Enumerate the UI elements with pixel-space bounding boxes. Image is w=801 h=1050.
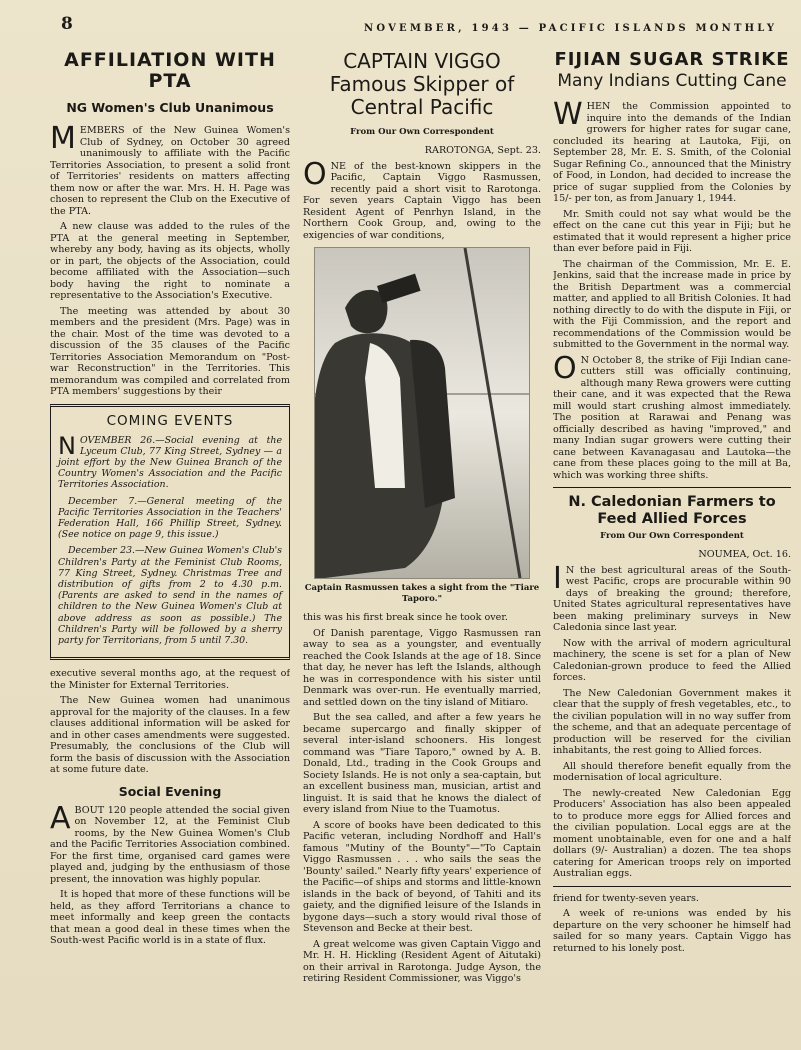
paragraph: The New Caledonian Government makes it clear that the supply of fresh vegetables, etc., to the civilian population will in no way suffer from the scheme, and that an adequate percentage of production will be reserved for the civilian inhabitants, the rest going to Allied forces. [553,687,791,756]
headline-n-caledonian-farmers: N. Caledonian Farmers to Feed Allied Forces [568,494,776,527]
paragraph [553,560,791,634]
paragraph: But the sea called, and after a few years he became supercargo and finally skipper of several inter-island schooners. His longest command was "Tiare Taporo," owned by A. B. Donald, Ltd., trading in the Cook Groups and Society Islands. He is not only a sea-captain, but an excellent business man, musician, artist and linguist. It is said that he knows the dialect of every island from Niue to the Tuamotus. [303,712,541,815]
paragraph: The chairman of the Commission, Mr. E. E. Jenkins, said that the increase made in price by the British Department was a commercial matter, and applied to all British Colonies. It had nothing directly to do with the dispute in Fiji, or with the Fiji Commission, and the report and recommendations of the Commission would be submitted to the Government in the normal way. [553,258,791,350]
paragraph [50,121,290,217]
paragraph-text: the Commission appointed to inquire into the demands of the Indian growers for higher rates for sugar cane, concluded its hearing at Lautoka, Fiji, on September 28, Mr. E. S. Smith, of the Colonial Sugar Refining Co., announced that the Ministry of Food, in London, had decided to increase the price of sugar supplied from the Colonies by 15/- per ton, as from January 1, 1944. [553,101,791,204]
paragraph [553,350,791,482]
running-head: NOVEMBER, 1943 — PACIFIC ISLANDS MONTHLY [364,23,778,34]
paragraph-text: 120 people attended the social given on November 12, at the Feminist Club rooms, by the New Guinea Women's Club and the Pacific Territories Association combined. For the first time, organised card games were played and, judging by the enthusiasm of those present, the innovation was highly popular. [50,804,290,885]
lead-word: N [580,354,590,366]
paragraph [303,156,541,242]
paragraph: The New Guinea women had unanimous approval for the majority of the clauses. In a few clauses additional information will be asked for and in other cases amendments were suggested. Presumably, the conclusions of the Club will form the basis of discussion with the Association at some future date. [50,695,290,776]
article-fijian-sugar-body [553,97,791,481]
article-viggo-continued [303,612,541,985]
drop-cap: O [553,350,577,386]
paragraph-text: the best agricultural areas of the South-west Pacific, crops are procurable within 90 days of breaking the ground; therefore, United States agricultural representatives have been making preliminary surveys in New Caledonia since last year. [553,564,791,633]
drop-cap: A [50,800,71,836]
paragraph: Now with the arrival of modern agricultural machinery, the scene is set for a plan of New Caledonian-grown produce to feed the Allied forces. [553,637,791,683]
paragraph [50,800,290,886]
article-viggo-body [303,145,541,241]
lead-word: BOUT [74,804,105,816]
drop-cap: I [553,560,562,596]
paragraph: A score of books have been dedicated to this Pacific veteran, including Nordhoff and Hall's famous "Mutiny of the Bounty"—"To Captain Viggo Rasmussen . . . who sails the seas the 'Bounty' sailed." Nearly fifty years' experience of the Pacific—of ships and storms and little-known islands in the back of beyond, of Tahiti and its gaiety, and the dignified leisure of the Islands in bygone days—such a story would rival those of Stevenson and Becke at their best. [303,819,541,934]
headline-affiliation: AFFILIATION WITH PTA [64,50,276,92]
correspondent-line: From Our Own Correspondent [600,531,744,541]
paragraph: A week of re-unions was ended by his departure on the very schooner he himself had sailed for so many years. Captain Viggo has returned to his lonely post. [553,908,791,954]
lead-word: N [565,564,575,576]
headline-fijian-sugar-strike: FIJIAN SUGAR STRIKE [554,50,790,70]
subhead-many-indians: Many Indians Cutting Cane [557,71,787,91]
paragraph: All should therefore benefit equally from the modernisation of local agriculture. [553,760,791,783]
paragraph-text: of the New Guinea Women's Club of Sydney, on October 30 agreed unanimously to affiliate with the Pacific Territories Association, to present a solid front of Territories' residents on matters affecting them now or after the war. Mrs. H. H. Page was chosen to represent the Club on the Executive of the PTA. [50,125,290,217]
event-item [58,431,283,491]
photo-captain-rasmussen [314,247,530,579]
dateline: RAROTONGA, Sept. 23. [424,145,541,156]
section-divider [553,487,791,488]
subhead-ng-womens-club: NG Women's Club Unanimous [66,100,274,115]
paragraph: this was his first break since he took over. [303,612,508,623]
paragraph: Mr. Smith could not say what would be the effect on the cane cut this year in Fiji; but he estimated that it would represent a higher price than ever before paid in Fiji. [553,208,791,254]
column-fijian-sugar [553,50,791,958]
paragraph-text: October 8, the strike of Fiji Indian cane-cutters still was officially continuing, although many Rewa growers were cutting their cane, and it was expected that the Rewa mill would start crushing almost immediately. The position at Rarawai and Penang was officially described as having "improved," and many Indian sugar growers were cutting their cane between Kavanagasau and Lautoka—the cane from these places going to the mill at Ba, which was working three shifts. [553,354,791,481]
photo-caption: Captain Rasmussen takes a sight from the "Tiare Taporo." [304,583,540,604]
column-captain-viggo [303,50,541,989]
paragraph: The newly-created New Caledonian Egg Producers' Association has also been appealed to to produce more eggs for Allied forces and the civilian population. Local eggs are at the moment unobtainable, even for one and a half dollars (9/- Australian) a dozen. The tea shops catering for American troops rely on imported Australian eggs. [553,787,791,879]
article-viggo-conclusion [553,893,791,955]
paragraph: The meeting was attended by about 30 members and the president (Mrs. Page) was in the chair. Most of the time was devoted to a discussion of the 35 clauses of the Pacific Territories Association Memorandum on "Post-war Reconstruction" in the Territories. This memorandum was compiled and correlated from PTA members' suggestions by their [50,305,290,397]
drop-cap: N [58,431,76,460]
event-item: December 23.—New Guinea Women's Club's Children's Party at the Feminist Club Rooms, 77 King Street, Sydney. Christmas Tree and distribution of gifts from 2 to 4.30 p.m. (Parents are asked to send in the names of children to the New Guinea Women's Club at above address as soon as possible.) The Children's Party will be followed by a sherry party for Territorians, from 5 until 7.30. [58,545,282,646]
lead-word: NE [330,160,347,172]
article-social-evening-body [50,800,290,947]
correspondent-line: From Our Own Correspondent [350,127,494,137]
lead-word: OVEMBER [79,434,132,446]
sailor-sextant-illustration [315,248,529,578]
paragraph: Of Danish parentage, Viggo Rasmussen ran away to sea as a youngster, and eventually reached the Cook Islands at the age of 18. Since that day, he never has left the Islands, although he was in correspondence with his sister until Denmark was over-run. He eventually married, and settled down on the tiny island of Mitiaro. [303,627,541,708]
paragraph: friend for twenty-seven years. [553,892,699,904]
lead-word: EMBERS [79,125,125,136]
drop-cap: W [553,97,583,132]
paragraph: A great welcome was given Captain Viggo and Mr. H. H. Hickling (Resident Agent of Aitutaki) on their arrival in Rarotonga. Judge Ayson, the retiring Resident Commissioner, was Viggo's [303,938,541,984]
event-text: 26.—Social evening at the Lyceum Club, 77 King Street, Sydney — a joint effort by the New Guinea Branch of the Country Women's Association and the Pacific Territories Association. [58,434,283,491]
dateline: NOUMEA, Oct. 16. [698,549,791,560]
paragraph: It is hoped that more of these functions will be held, as they afford Territorians a chance to meet informally and keep green the contacts that mean a good deal in these times when the South-west Pacific world is in a state of flux. [50,889,290,947]
paragraph: executive several months ago, at the request of the Minister for External Territories. [50,668,290,691]
paragraph [553,97,791,205]
drop-cap: M [50,121,76,156]
coming-events-box [50,404,290,661]
coming-events-title: COMING EVENTS [106,412,234,429]
paragraph: A new clause was added to the rules of the PTA at the general meeting in September, whereby any body, having as its objects, wholly or in part, the objects of the Association, could become affiliated with the Association—such body having the right to nominate a representative to the Association's Executive. [50,221,290,301]
article-n-caledonian-body [553,549,791,880]
lead-word: HEN [586,101,611,112]
subhead-social-evening: Social Evening [118,783,222,799]
page-number: 8 [61,14,73,34]
section-divider [553,886,791,887]
column-affiliation [50,50,290,951]
paragraph-text: of the best-known skippers in the Pacific, Captain Viggo Rasmussen, recently paid a short visit to Rarotonga. For seven years Captain Viggo has been Resident Agent of Penrhyn Island, in the Northern Cook Group, and, owing to the exigencies of war conditions, [303,160,541,241]
headline-captain-viggo: CAPTAIN VIGGO Famous Skipper of Central Pacific [329,50,515,119]
drop-cap: O [303,156,327,192]
event-item: December 7.—General meeting of the Pacific Territories Association in the Teachers' Federation Hall, 166 Phillip Street, Sydney. (See notice on page 9, this issue.) [58,495,282,541]
article-affiliation-body [50,121,290,398]
article-affiliation-continued [50,668,290,776]
